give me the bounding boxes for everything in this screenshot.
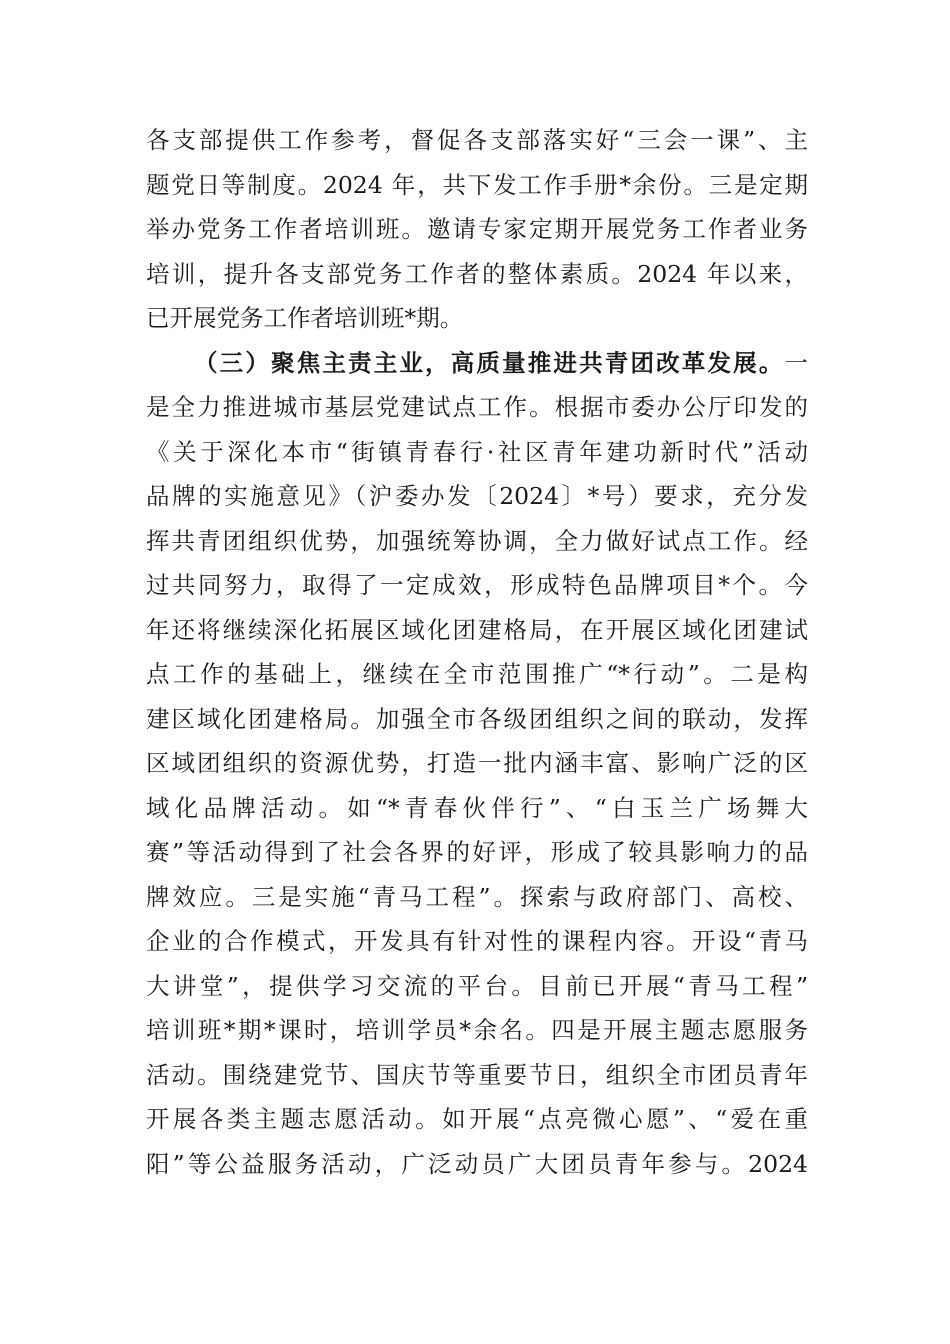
text-line: 培训班*期*课时，培训学员*余名。四是开展主题志愿服务: [146, 1016, 808, 1044]
text-line: 举办党务工作者培训班。邀请专家定期开展党务工作者业务: [146, 215, 808, 243]
text-line: 品牌的实施意见》（沪委办发〔2024〕*号）要求，充分发: [146, 482, 808, 510]
text-line: 培训，提升各支部党务工作者的整体素质。2024 年以来，: [146, 259, 808, 288]
text-line: 已开展党务工作者培训班*期。: [146, 304, 464, 332]
text-line: 大讲堂”，提供学习交流的平台。目前已开展“青马工程”: [146, 971, 808, 1000]
body-text: [146, 118, 808, 1186]
text-line: 域化品牌活动。如“*青春伙伴行”、“白玉兰广场舞大: [146, 793, 808, 822]
text-line: 赛”等活动得到了社会各界的好评，形成了较具影响力的品: [146, 838, 808, 866]
text-line: 企业的合作模式，开发具有针对性的课程内容。开设“青马: [146, 927, 808, 955]
text-line: 开展各类主题志愿活动。如开展“点亮微心愿”、“爱在重: [146, 1105, 808, 1133]
text-line: 题党日等制度。2024 年，共下发工作手册*余份。三是定期: [146, 170, 808, 199]
text-line: 是全力推进城市基层党建试点工作。根据市委办公厅印发的: [146, 393, 808, 421]
text-line: 点工作的基础上，继续在全市范围推广“*行动”。二是构: [146, 660, 808, 688]
paragraph-1: [146, 118, 808, 341]
text-line-heading: [146, 341, 808, 386]
text-line: 建区域化团建格局。加强全市各级团组织之间的联动，发挥: [146, 704, 808, 733]
text-line: 挥共青团组织优势，加强统筹协调，全力做好试点工作。经: [146, 526, 808, 555]
section-heading: （三）聚焦主责主业，高质量推进共青团改革发展。: [194, 348, 785, 377]
text-line: 活动。围绕建党节、国庆节等重要节日，组织全市团员青年: [146, 1060, 808, 1089]
paragraph-2: [146, 341, 808, 1187]
heading-line-continuation: 一: [784, 348, 808, 377]
text-line: 年还将继续深化拓展区域化团建格局，在开展区域化团建试: [146, 615, 808, 644]
text-line: 阳”等公益服务活动，广泛动员广大团员青年参与。2024: [146, 1149, 808, 1178]
text-line: 牌效应。三是实施“青马工程”。探索与政府部门、高校、: [146, 882, 808, 911]
text-line: 区域团组织的资源优势，打造一批内涵丰富、影响广泛的区: [146, 749, 808, 777]
text-line: 过共同努力，取得了一定成效，形成特色品牌项目*个。今: [146, 571, 808, 599]
text-line: 各支部提供工作参考，督促各支部落实好“三会一课”、主: [146, 126, 808, 154]
text-line: 《关于深化本市“街镇青春行·社区青年建功新时代”活动: [146, 437, 808, 466]
